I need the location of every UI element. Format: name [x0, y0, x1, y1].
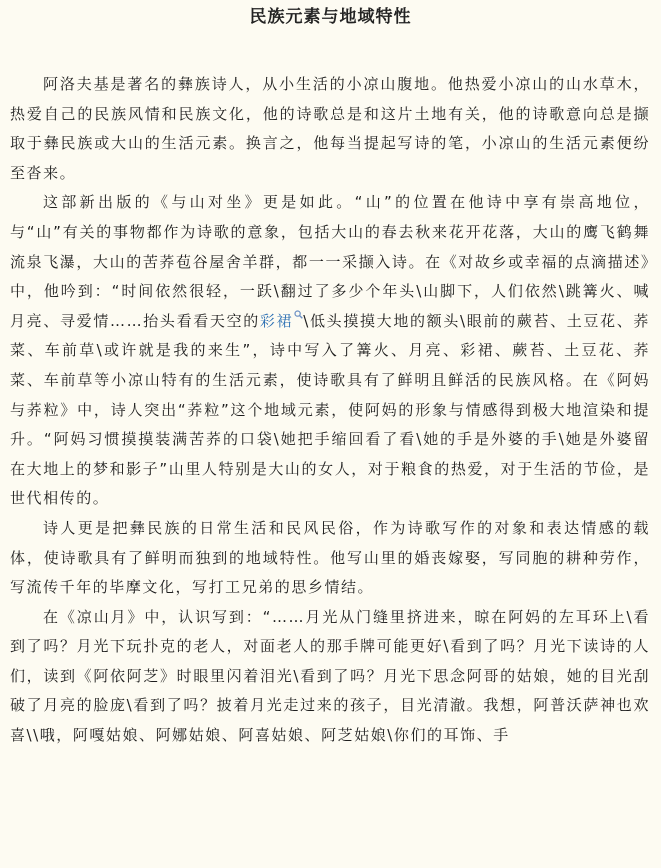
- paragraph-3: 诗人更是把彝民族的日常生活和民风民俗，作为诗歌写作的对象和表达情感的载体，使诗歌具有了鲜明而独到的地域特性。他写山里的婚丧嫁娶，写同胞的耕种劳作，写流传千年的毕摩文化，写打工兄弟的思乡情结。: [10, 518, 650, 597]
- paragraph-2: [10, 188, 650, 514]
- paragraph-1: 阿洛夫基是著名的彝族诗人，从小生活的小凉山腹地。他热爱小凉山的山水草木，热爱自己的民族风情和民族文化，他的诗歌总是和这片土地有关，他的诗歌意向总是撷取于彝民族或大山的生活元素。换言之，他每当提起写诗的笔，小凉山的生活元素便纷至沓来。: [10, 75, 650, 182]
- paragraph-2-text-before-link: 这部新出版的《与山对坐》更是如此。“山”的位置在他诗中享有崇高地位，与“山”有关的事物都作为诗歌的意象，包括大山的春去秋来花开花落，大山的鹰飞鹤舞流泉飞瀑，大山的苦荞苞谷屋舍羊群，都一一采撷入诗。在《对故乡或幸福的点滴描述》中，他吟到：“时间依然很轻，一跃\翻过了多少个年头\山脚下，人们依然\跳篝火、喊月亮、寻爱情……抬头看看天空的: [10, 193, 650, 330]
- paragraph-2-text-after-link: \低头摸摸大地的额头\眼前的蕨苔、土豆花、荞菜、车前草\或许就是我的来生”，诗中写入了篝火、月亮、彩裙、蕨苔、土豆花、荞菜、车前草等小凉山特有的生活元素，使诗歌具有了鲜明且鲜活的民族风格。在《阿妈与荞粒》中，诗人突出“荞粒”这个地域元素，使阿妈的形象与情感得到极大地渲染和提升。“阿妈习惯摸摸装满苦荞的口袋\她把手缩回看了看\她的手是外婆的手\她是外婆留在大地上的梦和影子”山里人特别是大山的女人，对于粮食的热爱，对于生活的节俭，是世代相传的。: [10, 311, 650, 508]
- search-icon[interactable]: [294, 310, 303, 319]
- article-title: 民族元素与地域特性: [249, 7, 412, 27]
- caiqun-keyword-link[interactable]: 彩裙: [259, 311, 294, 330]
- paragraph-4: 在《凉山月》中，认识写到：“……月光从门缝里挤进来，晾在阿妈的左耳环上\看到了吗？月光下玩扑克的老人，对面老人的那手牌可能更好\看到了吗？月光下读诗的人们，读到《阿依阿芝》时眼里闪着泪光\看到了吗？月光下思念阿哥的姑娘，她的目光刮破了月亮的脸庞\看到了吗？披着月光走过来的孩子，目光清澈。我想，阿普沃萨神也欢喜\\哦，阿嘎姑娘、阿娜姑娘、阿喜姑娘、阿芝姑娘\你们的耳饰、手: [10, 607, 650, 745]
- article-body: [10, 70, 650, 751]
